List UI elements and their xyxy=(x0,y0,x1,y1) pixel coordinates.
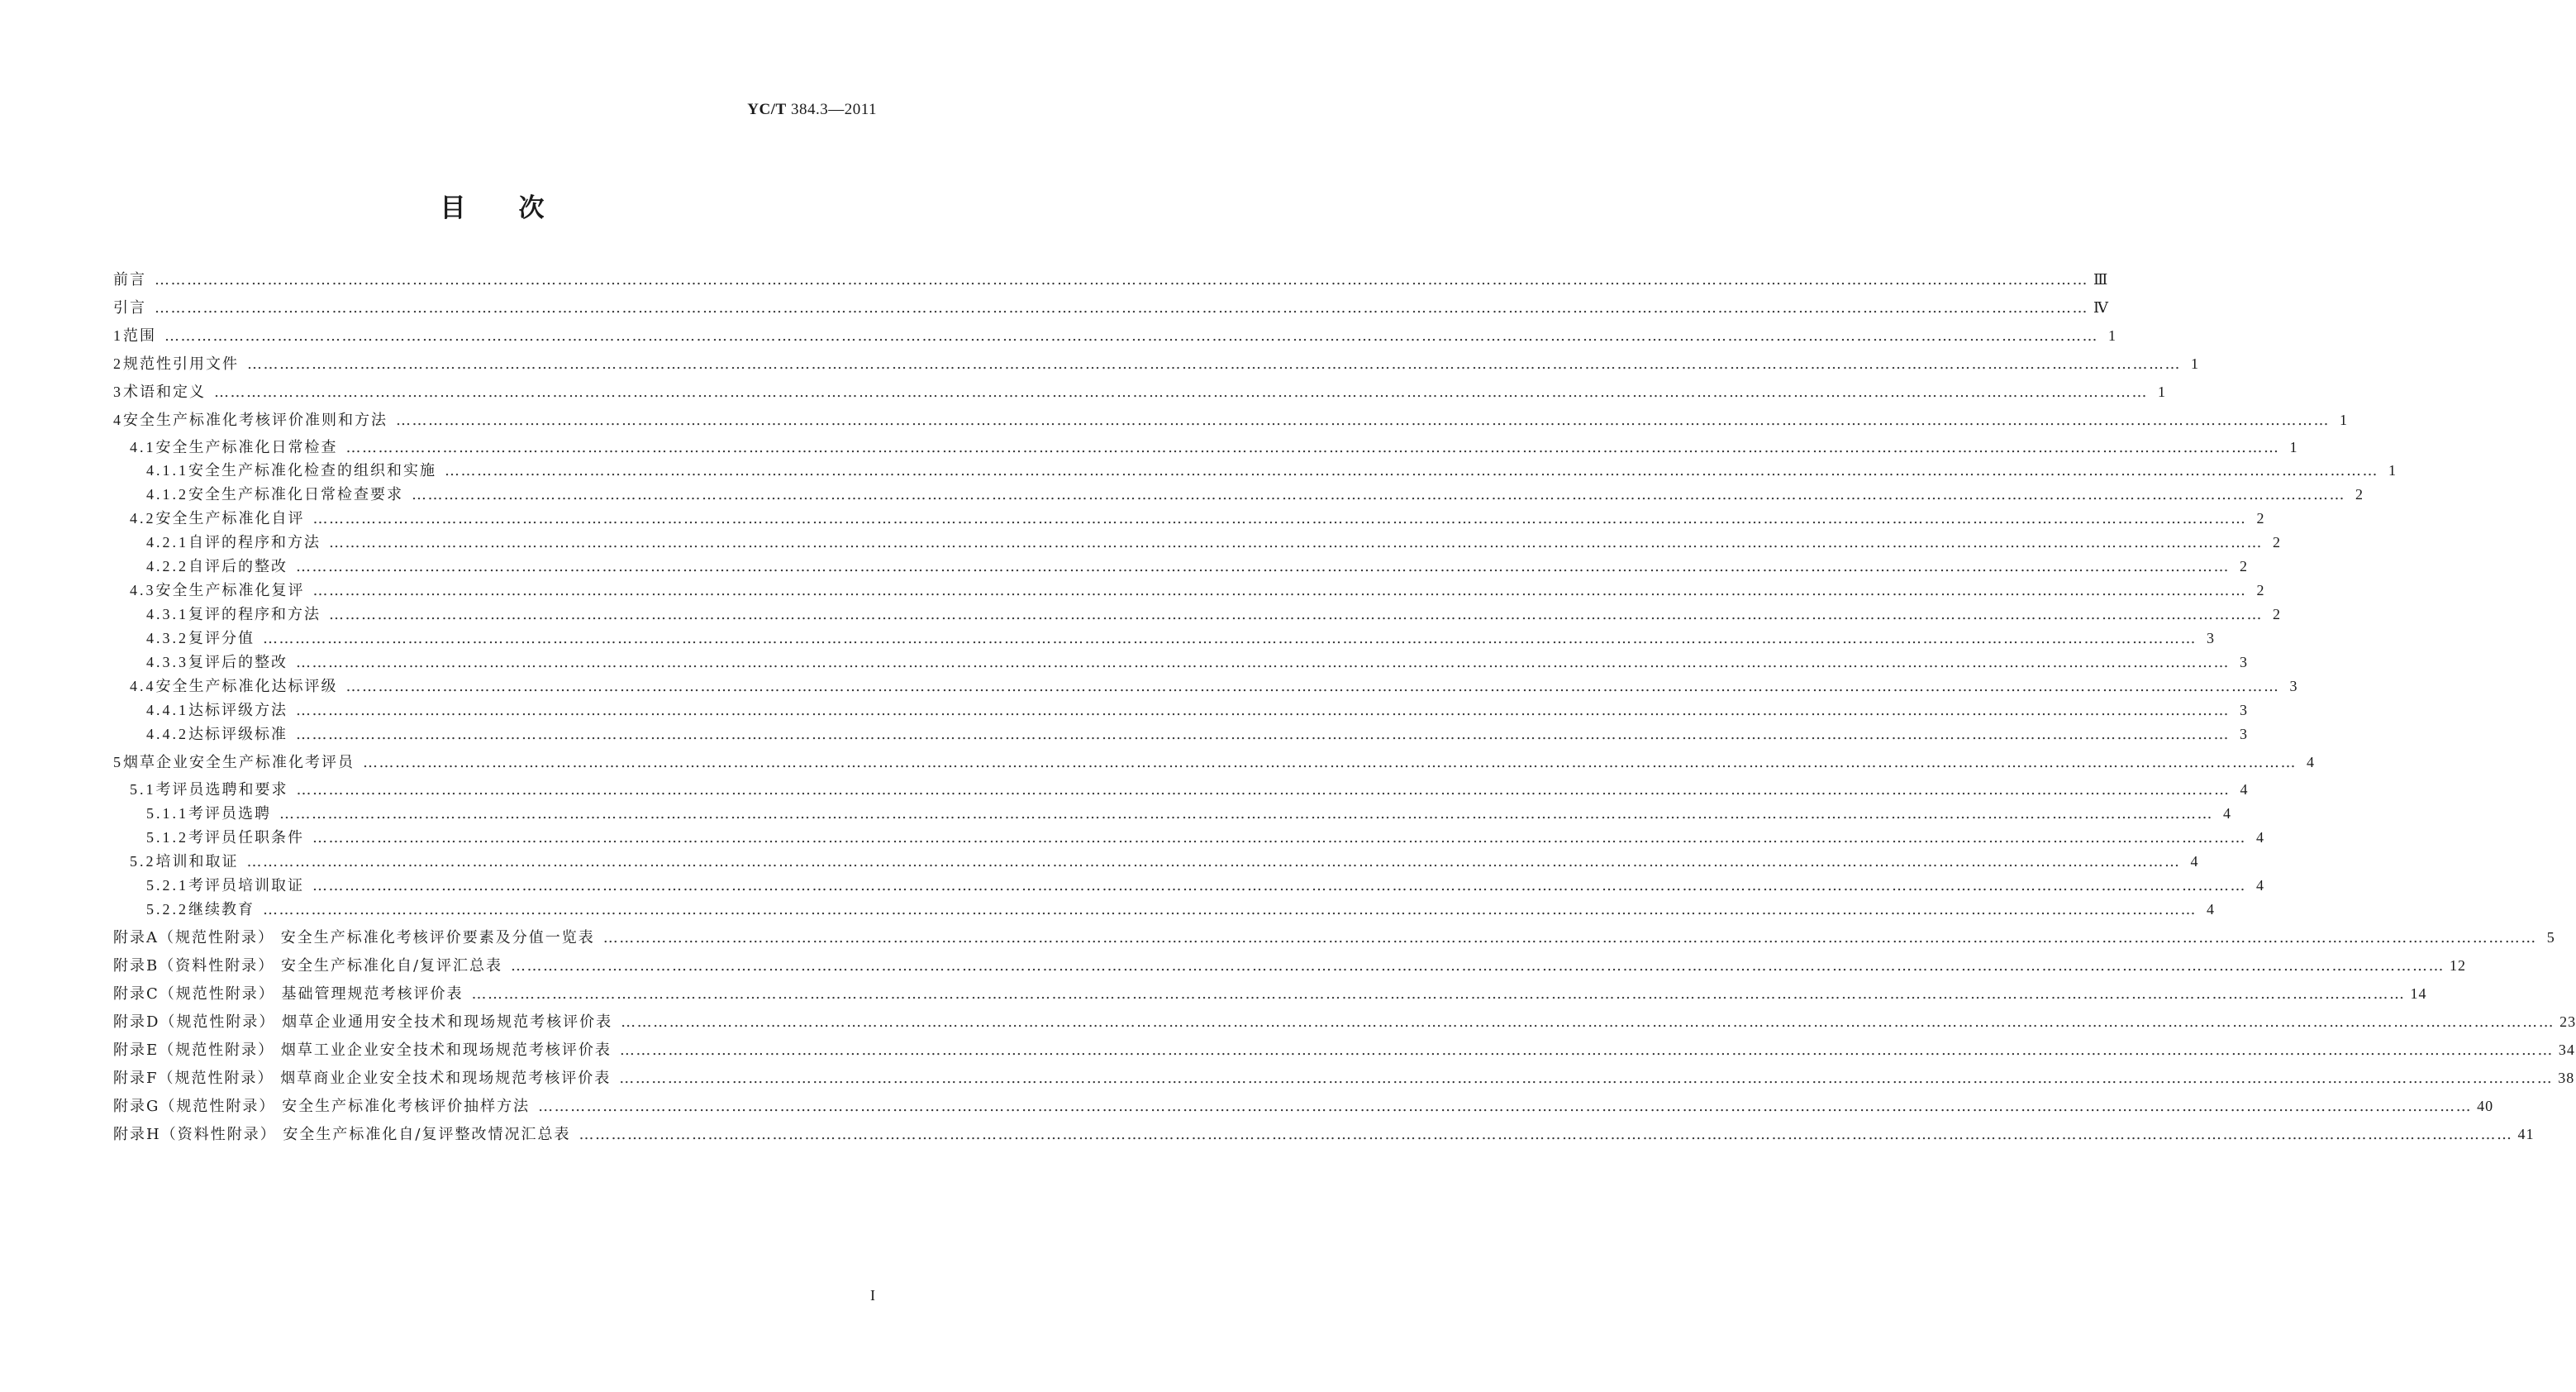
toc-leader-dots: ……………………………………………………………………………………………………………………………………………………………………………………………………………………………………………………………………………………………………………………………… xyxy=(602,929,2537,946)
toc-entry-title: 附录A（规范性附录） 安全生产标准化考核评价要素及分值一览表 xyxy=(113,929,595,946)
toc-entry-title: 考评员培训取证 xyxy=(188,877,304,894)
toc-entry[interactable] xyxy=(113,408,2348,430)
toc-entry-title: 附录D（规范性附录） 烟草企业通用安全技术和现场规范考核评价表 xyxy=(113,1013,613,1031)
toc-entry-title: 安全生产标准化日常检查 xyxy=(155,439,338,456)
toc-entry-title: 安全生产标准化考核评价准则和方法 xyxy=(123,412,388,429)
toc-entry-page: 5 xyxy=(2546,929,2555,946)
toc-entry-page: 3 xyxy=(2240,726,2248,742)
toc-leader-dots: ……………………………………………………………………………………………………………………………………………………………………………………………………………………………………………………………………………………………………………………………… xyxy=(396,412,2330,429)
toc-leader-dots: ……………………………………………………………………………………………………………………………………………………………………………………………………………………………………………………………………………………………………………………………… xyxy=(296,558,2230,575)
toc-entry-page: 4 xyxy=(2223,805,2231,822)
toc-entry-number: 4.2.1 xyxy=(146,534,188,551)
toc-leader-dots: ……………………………………………………………………………………………………………………………………………………………………………………………………………………………………………………………………………………………………………………………… xyxy=(445,462,2378,479)
page-number: I xyxy=(870,1287,875,1304)
toc-entry-number: 4.4.1 xyxy=(146,702,188,718)
toc-entry-number: 5.2.1 xyxy=(146,877,188,894)
toc-entry-number: 5.2 xyxy=(130,853,156,870)
toc-entry-title: 培训和取证 xyxy=(155,853,239,870)
toc-leader-dots: ……………………………………………………………………………………………………………………………………………………………………………………………………………………………………………………………………………………………………………………………… xyxy=(412,486,2345,503)
standard-code-number: 384.3—2011 xyxy=(790,101,877,118)
toc-entry-title: 达标评级标准 xyxy=(188,726,288,743)
toc-entry-page: 1 xyxy=(2388,462,2397,479)
toc-entry[interactable] xyxy=(113,555,2248,576)
toc-entry[interactable] xyxy=(113,579,2265,600)
toc-entry-title: 规范性引用文件 xyxy=(123,355,239,373)
toc-leader-dots: ……………………………………………………………………………………………………………………………………………………………………………………………………………………………………………………………………………………………………………………………… xyxy=(621,1013,2555,1031)
toc-entry-title: 附录F（规范性附录） 烟草商业企业安全技术和现场规范考核评价表 xyxy=(113,1070,612,1087)
toc-entry-page: 4 xyxy=(2256,829,2264,846)
toc-entry[interactable] xyxy=(113,507,2265,528)
toc-entry-number: 3 xyxy=(113,384,123,400)
toc-entry-title: 安全生产标准化自评 xyxy=(155,510,305,527)
toc-entry-page: Ⅳ xyxy=(2093,299,2109,316)
toc-leader-dots: ……………………………………………………………………………………………………………………………………………………………………………………………………………………………………………………………………………………………………………………………… xyxy=(312,510,2247,527)
toc-entry[interactable] xyxy=(113,296,2109,317)
toc-entry-page: 3 xyxy=(2240,702,2248,718)
toc-entry-page: 40 xyxy=(2477,1098,2494,1114)
toc-entry-title: 安全生产标准化日常检查要求 xyxy=(188,486,403,503)
toc-entry-title: 复评分值 xyxy=(188,630,255,647)
toc-entry-title: 达标评级方法 xyxy=(188,702,288,719)
toc-entry[interactable] xyxy=(113,483,2364,504)
toc-entry[interactable] xyxy=(113,698,2248,720)
toc-entry-title: 考评员选聘 xyxy=(188,805,271,822)
toc-entry-number: 5.1.2 xyxy=(146,829,188,846)
toc-entry[interactable] xyxy=(113,898,2215,919)
toc-entry-title: 自评的程序和方法 xyxy=(188,534,321,551)
toc-leader-dots: ……………………………………………………………………………………………………………………………………………………………………………………………………………………………………………………………………………………………………………………………… xyxy=(247,355,2181,373)
toc-entry[interactable] xyxy=(113,751,2315,772)
toc-entry[interactable] xyxy=(113,627,2215,648)
toc-entry[interactable] xyxy=(113,1094,2494,1116)
toc-entry-page: 2 xyxy=(2273,534,2281,551)
toc-entry[interactable] xyxy=(113,874,2264,895)
toc-entry-number: 4.2.2 xyxy=(146,558,188,574)
toc-entry[interactable] xyxy=(113,324,2117,346)
toc-entry[interactable] xyxy=(113,954,2467,975)
toc-entry-page: 4 xyxy=(2190,853,2199,870)
toc-entry-title: 复评的程序和方法 xyxy=(188,606,321,623)
toc-entry[interactable] xyxy=(113,436,2298,457)
toc-leader-dots: ……………………………………………………………………………………………………………………………………………………………………………………………………………………………………………………………………………………………………………………………… xyxy=(619,1042,2554,1059)
toc-entry-number: 4.1.2 xyxy=(146,486,188,503)
toc-entry[interactable] xyxy=(113,651,2248,672)
toc-leader-dots: ……………………………………………………………………………………………………………………………………………………………………………………………………………………………………………………………………………………………………………………………… xyxy=(296,726,2230,743)
toc-leader-dots: ……………………………………………………………………………………………………………………………………………………………………………………………………………………………………………………………………………………………………………………………… xyxy=(619,1070,2554,1087)
toc-entry-number: 5.2.2 xyxy=(146,901,188,918)
toc-entry-page: Ⅲ xyxy=(2093,271,2109,288)
toc-entry-page: 4 xyxy=(2256,877,2264,894)
toc-leader-dots: ……………………………………………………………………………………………………………………………………………………………………………………………………………………………………………………………………………………………………………………………… xyxy=(296,702,2230,719)
toc-entry-number: 5 xyxy=(113,754,123,770)
toc-entry-title: 安全生产标准化复评 xyxy=(155,582,305,599)
toc-entry-number: 2 xyxy=(113,355,123,372)
toc-entry-number: 4.1 xyxy=(130,439,156,455)
toc-entry-number: 5.1.1 xyxy=(146,805,188,822)
toc-entry-page: 3 xyxy=(2289,678,2298,694)
standard-code xyxy=(747,101,877,119)
toc-entry-page: 2 xyxy=(2256,582,2265,598)
toc-entry-title: 附录E（规范性附录） 烟草工业企业安全技术和现场规范考核评价表 xyxy=(113,1042,612,1059)
toc-leader-dots: ……………………………………………………………………………………………………………………………………………………………………………………………………………………………………………………………………………………………………………………………… xyxy=(363,754,2297,771)
toc-entry-title: 术语和定义 xyxy=(123,384,206,401)
toc-entry-page: 2 xyxy=(2355,486,2364,503)
toc-entry-number: 4.1.1 xyxy=(146,462,188,479)
page-title: 目次 xyxy=(440,193,598,223)
toc-leader-dots: ……………………………………………………………………………………………………………………………………………………………………………………………………………………………………………………………………………………………………………………………… xyxy=(312,829,2246,846)
toc-entry[interactable] xyxy=(113,268,2109,289)
toc-entry-number: 4.3.3 xyxy=(146,654,188,670)
toc-entry[interactable] xyxy=(113,1010,2576,1032)
toc-leader-dots: ……………………………………………………………………………………………………………………………………………………………………………………………………………………………………………………………………………………………………………………………… xyxy=(263,901,2197,918)
toc-leader-dots: ……………………………………………………………………………………………………………………………………………………………………………………………………………………………………………………………………………………………………………………………… xyxy=(296,781,2231,798)
toc-entry-title: 附录G（规范性附录） 安全生产标准化考核评价抽样方法 xyxy=(113,1098,531,1115)
toc-entry[interactable] xyxy=(113,531,2281,552)
toc-entry-page: 41 xyxy=(2517,1126,2535,1142)
toc-leader-dots: ……………………………………………………………………………………………………………………………………………………………………………………………………………………………………………………………………………………………………………………………… xyxy=(511,957,2445,975)
toc-entry-title: 自评后的整改 xyxy=(188,558,288,575)
toc-entry-title: 继续教育 xyxy=(188,901,255,918)
toc-leader-dots: ……………………………………………………………………………………………………………………………………………………………………………………………………………………………………………………………………………………………………………………………… xyxy=(345,678,2280,695)
toc-entry-number: 4.4 xyxy=(130,678,156,694)
toc-entry-title: 考评员任职条件 xyxy=(188,829,304,846)
toc-entry-page: 38 xyxy=(2558,1070,2575,1086)
toc-leader-dots: ……………………………………………………………………………………………………………………………………………………………………………………………………………………………………………………………………………………………………………………………… xyxy=(263,630,2197,647)
toc-leader-dots: ……………………………………………………………………………………………………………………………………………………………………………………………………………………………………………………………………………………………………………………………… xyxy=(312,877,2246,894)
toc-entry-title: 烟草企业安全生产标准化考评员 xyxy=(123,754,355,771)
toc-entry-page: 3 xyxy=(2207,630,2215,646)
toc-entry-number: 5.1 xyxy=(130,781,156,798)
toc-leader-dots: ……………………………………………………………………………………………………………………………………………………………………………………………………………………………………………………………………………………………………………………………… xyxy=(329,606,2263,623)
toc-leader-dots: ……………………………………………………………………………………………………………………………………………………………………………………………………………………………………………………………………………………………………………………………… xyxy=(296,654,2230,671)
toc-entry[interactable] xyxy=(113,675,2298,696)
toc-entry[interactable] xyxy=(113,603,2281,624)
toc-leader-dots: ……………………………………………………………………………………………………………………………………………………………………………………………………………………………………………………………………………………………………………………………… xyxy=(164,327,2098,345)
toc-entry-page: 4 xyxy=(2207,901,2215,918)
toc-leader-dots: ……………………………………………………………………………………………………………………………………………………………………………………………………………………………………………………………………………………………………………………………… xyxy=(345,439,2280,456)
toc-leader-dots: ……………………………………………………………………………………………………………………………………………………………………………………………………………………………………………………………………………………………………………………………… xyxy=(579,1126,2513,1143)
toc-entry-number: 4.3 xyxy=(130,582,156,598)
toc-entry-page: 1 xyxy=(2340,412,2348,428)
toc-entry-page: 1 xyxy=(2158,384,2166,400)
toc-entry[interactable] xyxy=(113,982,2427,1003)
toc-entry-page: 4 xyxy=(2307,754,2315,770)
toc-entry[interactable] xyxy=(113,459,2397,480)
toc-entry-page: 1 xyxy=(2289,439,2298,455)
toc-entry-title: 附录H（资料性附录） 安全生产标准化自/复评整改情况汇总表 xyxy=(113,1126,571,1143)
toc-entry-number: 4.4.2 xyxy=(146,726,188,742)
toc-entry-page: 2 xyxy=(2273,606,2281,622)
toc-leader-dots: ……………………………………………………………………………………………………………………………………………………………………………………………………………………………………………………………………………………………………………………………… xyxy=(155,271,2088,288)
toc-leader-dots: ……………………………………………………………………………………………………………………………………………………………………………………………………………………………………………………………………………………………………………………………… xyxy=(312,582,2247,599)
toc-entry[interactable] xyxy=(113,1038,2575,1060)
toc-leader-dots: ……………………………………………………………………………………………………………………………………………………………………………………………………………………………………………………………………………………………………………………………… xyxy=(471,985,2406,1003)
toc-entry-title: 附录B（资料性附录） 安全生产标准化自/复评汇总表 xyxy=(113,957,503,975)
toc-entry-page: 1 xyxy=(2191,355,2199,372)
toc-entry-page: 3 xyxy=(2240,654,2248,670)
toc-entry-title: 安全生产标准化达标评级 xyxy=(155,678,338,695)
toc-entry-number: 4 xyxy=(113,412,123,428)
toc-entry-title: 范围 xyxy=(123,327,156,345)
toc-entry[interactable] xyxy=(113,1123,2535,1144)
toc-entry[interactable] xyxy=(113,380,2166,402)
toc-entry-title: 复评后的整改 xyxy=(188,654,288,671)
toc-entry[interactable] xyxy=(113,1066,2575,1088)
toc-entry[interactable] xyxy=(113,850,2199,871)
toc-entry-title: 前言 xyxy=(113,271,146,288)
toc-leader-dots: ……………………………………………………………………………………………………………………………………………………………………………………………………………………………………………………………………………………………………………………………… xyxy=(279,805,2213,822)
toc-entry-number: 4.3.2 xyxy=(146,630,188,646)
toc-entry-title: 引言 xyxy=(113,299,146,317)
toc-leader-dots: ……………………………………………………………………………………………………………………………………………………………………………………………………………………………………………………………………………………………………………………………… xyxy=(538,1098,2473,1115)
toc-entry-page: 1 xyxy=(2108,327,2117,344)
toc-entry-page: 2 xyxy=(2240,558,2248,574)
toc-leader-dots: ……………………………………………………………………………………………………………………………………………………………………………………………………………………………………………………………………………………………………………………………… xyxy=(214,384,2148,401)
toc-entry-number: 4.2 xyxy=(130,510,156,527)
toc-entry[interactable] xyxy=(113,352,2199,374)
toc-entry-page: 34 xyxy=(2558,1042,2575,1058)
toc-entry[interactable] xyxy=(113,778,2249,799)
toc-entry[interactable] xyxy=(113,926,2555,947)
toc-entry[interactable] xyxy=(113,826,2264,847)
toc-entry-number: 1 xyxy=(113,327,123,344)
toc-entry-page: 14 xyxy=(2410,985,2427,1002)
toc-entry[interactable] xyxy=(113,802,2231,823)
toc-entry[interactable] xyxy=(113,722,2248,744)
toc-entry-title: 附录C（规范性附录） 基础管理规范考核评价表 xyxy=(113,985,464,1003)
toc-entry-page: 2 xyxy=(2256,510,2265,527)
toc-entry-page: 4 xyxy=(2240,781,2249,798)
toc-entry-page: 23 xyxy=(2559,1013,2576,1030)
standard-code-prefix: YC/T xyxy=(747,101,787,118)
toc-entry-title: 考评员选聘和要求 xyxy=(155,781,288,798)
toc-leader-dots: ……………………………………………………………………………………………………………………………………………………………………………………………………………………………………………………………………………………………………………………………… xyxy=(329,534,2263,551)
toc-leader-dots: ……………………………………………………………………………………………………………………………………………………………………………………………………………………………………………………………………………………………………………………………… xyxy=(246,853,2181,870)
toc-leader-dots: ……………………………………………………………………………………………………………………………………………………………………………………………………………………………………………………………………………………………………………………………… xyxy=(155,299,2088,317)
toc-entry-page: 12 xyxy=(2450,957,2467,974)
toc-entry-number: 4.3.1 xyxy=(146,606,188,622)
toc-entry-title: 安全生产标准化检查的组织和实施 xyxy=(188,462,436,479)
